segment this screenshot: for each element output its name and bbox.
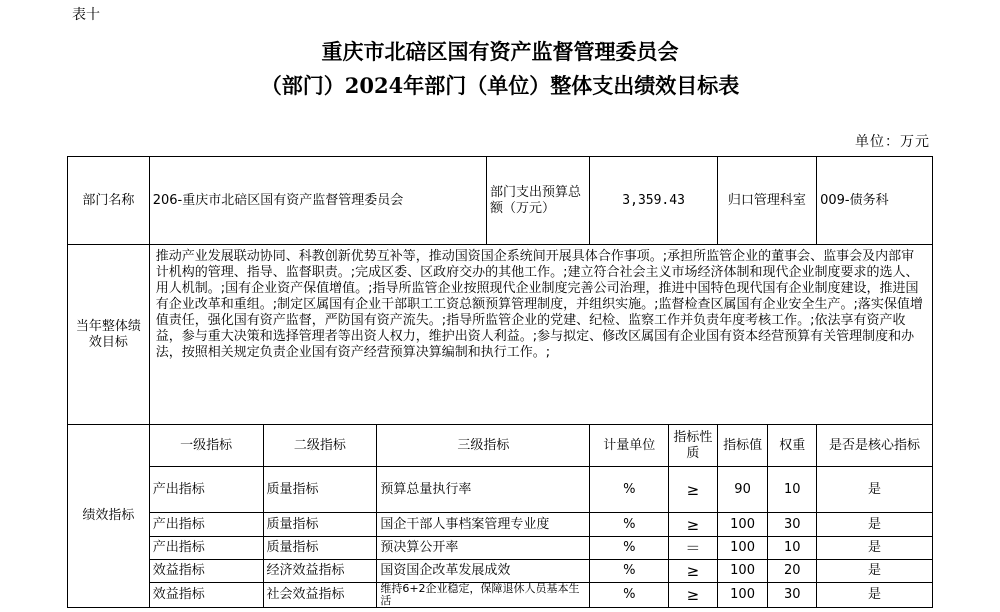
row-level2: 经济效益指标: [263, 560, 377, 583]
indicator-section-label: 绩效指标: [68, 425, 150, 608]
performance-table: [67, 156, 933, 608]
budget-label: 部门支出预算总额（万元）: [487, 157, 590, 245]
row-nature: ≥: [669, 560, 718, 583]
row-weight: 30: [768, 583, 817, 608]
row-level2: 质量指标: [263, 537, 377, 560]
row-level1: 产出指标: [149, 537, 263, 560]
table-row: [68, 467, 933, 513]
row-level3: 国企干部人事档案管理专业度: [377, 513, 590, 537]
dept-row: [68, 157, 933, 245]
header-core: 是否是核心指标: [817, 425, 933, 467]
row-weight: 10: [768, 537, 817, 560]
row-level2: 社会效益指标: [263, 583, 377, 608]
row-unit: %: [590, 467, 669, 513]
row-level3: 国资国企改革发展成效: [377, 560, 590, 583]
header-level3: 三级指标: [377, 425, 590, 467]
row-core: 是: [817, 513, 933, 537]
budget-value: 3,359.43: [590, 157, 717, 245]
row-unit: %: [590, 513, 669, 537]
row-level2: 质量指标: [263, 513, 377, 537]
goal-row: [68, 245, 933, 425]
row-level3: 维持6+2企业稳定，保障退休人员基本生活: [377, 583, 590, 608]
table-row: [68, 560, 933, 583]
row-value: 100: [717, 513, 768, 537]
page-title-line1: 重庆市北碚区国有资产监督管理委员会: [321, 39, 679, 64]
row-weight: 20: [768, 560, 817, 583]
row-unit: %: [590, 537, 669, 560]
row-value: 100: [717, 583, 768, 608]
row-nature: ≥: [669, 583, 718, 608]
header-level2: 二级指标: [263, 425, 377, 467]
row-unit: %: [590, 583, 669, 608]
row-level1: 产出指标: [149, 467, 263, 513]
row-nature: ≥: [669, 513, 718, 537]
row-core: 是: [817, 583, 933, 608]
row-level3: 预算总量执行率: [377, 467, 590, 513]
row-level3: 预决算公开率: [377, 537, 590, 560]
row-level2: 质量指标: [263, 467, 377, 513]
row-core: 是: [817, 467, 933, 513]
row-weight: 30: [768, 513, 817, 537]
goal-label: 当年整体绩效目标: [68, 245, 150, 425]
header-weight: 权重: [768, 425, 817, 467]
admin-dept-label: 归口管理科室: [717, 157, 816, 245]
row-value: 100: [717, 537, 768, 560]
table-row: [68, 583, 933, 608]
header-unit: 计量单位: [590, 425, 669, 467]
row-core: 是: [817, 537, 933, 560]
row-nature: ≥: [669, 467, 718, 513]
admin-dept-value: 009-债务科: [817, 157, 933, 245]
table-row: [68, 537, 933, 560]
row-value: 100: [717, 560, 768, 583]
row-unit: %: [590, 560, 669, 583]
dept-name-label: 部门名称: [68, 157, 150, 245]
row-level1: 效益指标: [149, 560, 263, 583]
unit-label: 单位：万元: [855, 134, 930, 150]
indicator-header-row: [68, 425, 933, 467]
corner-label: 表十: [72, 7, 100, 23]
dept-name-value: 206-重庆市北碚区国有资产监督管理委员会: [149, 157, 486, 245]
row-level1: 效益指标: [149, 583, 263, 608]
row-core: 是: [817, 560, 933, 583]
row-nature: ＝: [669, 537, 718, 560]
header-level1: 一级指标: [149, 425, 263, 467]
page-title-line2: （部门）2024年部门（单位）整体支出绩效目标表: [260, 73, 740, 98]
header-value: 指标值: [717, 425, 768, 467]
row-weight: 10: [768, 467, 817, 513]
goal-text: 推动产业发展联动协同、科教创新优势互补等，推动国资国企系统间开展具体合作事项。;承担所监管企业的董事会、监事会及内部审计机构的管理、指导、监督职责。;完成区委、区政府交办的其他工作。;建立符合社会主义市场经济体制和现代企业制度要求的选人、用人机制。;国有企业资产保值增值。;指导所监管企业按照现代企业制度完善公司治理，推进中国特色现代国有企业制度建设，推进国有企业改革和重组。;制定区属国有企业干部职工工资总额预算管理制度，并组织实施。;监督检查区属国有企业安全生产。;落实保值增值责任，强化国有资产监督，严防国有资产流失。;指导所监管企业的党建、纪检、监察工作并负责年度考核工作。;依法享有资产收益，参与重大决策和选择管理者等出资人权力，维护出资人利益。;参与拟定、修改区属国有企业国有资本经营预算有关管理制度和办法，按照相关规定负责企业国有资产经营预算决算编制和执行工作。;: [149, 245, 932, 425]
row-value: 90: [717, 467, 768, 513]
table-row: [68, 513, 933, 537]
header-nature: 指标性质: [669, 425, 718, 467]
row-level1: 产出指标: [149, 513, 263, 537]
